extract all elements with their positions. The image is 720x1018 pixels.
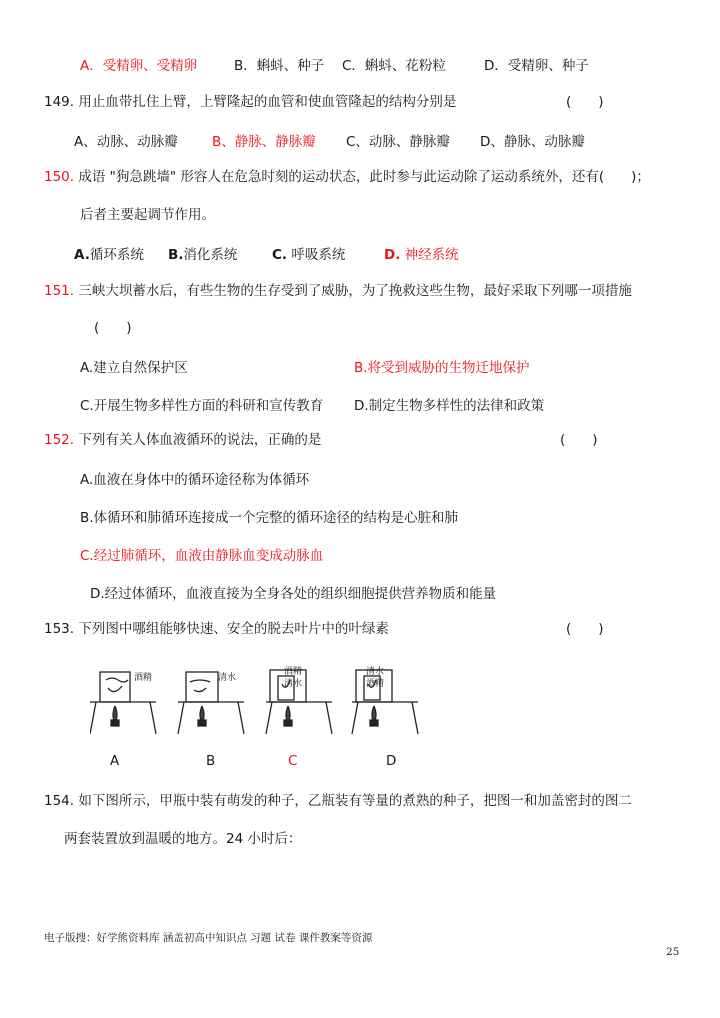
q150-option-d: D. 神经系统 — [384, 247, 459, 263]
q153-label-c: C — [288, 753, 298, 769]
fig-d-label1: 清水 — [366, 667, 385, 677]
fig-a-label: 酒精 — [134, 673, 153, 683]
q151-option-d: D.制定生物多样性的法律和政策 — [354, 398, 545, 414]
q153-stem: 153. 下列图中哪组能够快速、安全的脱去叶片中的叶绿素 — [44, 621, 389, 637]
q151-option-a: A.建立自然保护区 — [80, 360, 188, 376]
q150-option-c: C. 呼吸系统 — [272, 247, 346, 263]
q152-option-a: A.血液在身体中的循环途径称为体循环 — [80, 472, 310, 488]
q150-option-a: A.循环系统 — [74, 247, 144, 263]
q152-option-d: D.经过体循环，血液直接为全身各处的组织细胞提供营养物质和能量 — [90, 586, 497, 602]
q151-option-c: C.开展生物多样性方面的科研和宣传教育 — [80, 398, 324, 414]
q153-bracket: ( ) — [566, 621, 604, 637]
q152-option-b: B.体循环和肺循环连接成一个完整的循环途径的结构是心脏和肺 — [80, 510, 459, 526]
q151-line1 — [44, 281, 632, 301]
q148-option-a: A．受精卵、受精卵 — [80, 58, 198, 74]
q153-label-d: D — [386, 753, 397, 769]
q148-option-d: D．受精卵、种子 — [484, 58, 589, 74]
q151-bracket: ( ) — [94, 320, 132, 336]
q153-label-a: A — [110, 753, 120, 769]
q151-number: 151. — [44, 283, 75, 299]
q151-stem1: 三峡大坝蓄水后，有些生物的生存受到了威胁，为了挽救这些生物，最好采取下列哪一项措施 — [78, 283, 632, 299]
q152-bracket: ( ) — [560, 432, 598, 448]
fig-c-label1: 酒精 — [284, 667, 303, 677]
q152-line1 — [44, 430, 321, 450]
q149-option-d: D、静脉、动脉瓣 — [480, 134, 585, 150]
q149-bracket: ( ) — [566, 94, 604, 110]
q150-stem1: 成语 "狗急跳墙" 形容人在危急时刻的运动状态，此时参与此运动除了运动系统外，还有( )； — [78, 169, 650, 185]
fig-b-label: 清水 — [218, 673, 237, 683]
fig-d-label2: 酒精 — [366, 679, 385, 689]
q150-number: 150. — [44, 169, 75, 185]
setup-d-illustration — [352, 670, 418, 734]
q153-label-b: B — [206, 753, 216, 769]
q152-stem: 下列有关人体血液循环的说法，正确的是 — [78, 432, 322, 448]
q152-number: 152. — [44, 432, 75, 448]
q149-option-c: C、动脉、静脉瓣 — [346, 134, 450, 150]
q150-line1 — [44, 167, 650, 187]
q148-option-b: B．蝌蚪、种子 — [234, 58, 325, 74]
q154-stem1: 154. 如下图所示，甲瓶中装有萌发的种子，乙瓶装有等量的煮熟的种子，把图一和加盖密封的图二 — [44, 793, 632, 809]
q148-option-c: C．蝌蚪、花粉粒 — [342, 58, 446, 74]
fig-c-label2: 清水 — [284, 679, 303, 689]
q150-stem2: 后者主要起调节作用。 — [80, 207, 215, 223]
q151-option-b: B.将受到威胁的生物迁地保护 — [354, 360, 530, 376]
footer-text: 电子版搜：好学熊资料库 涵盖初高中知识点 习题 试卷 课件教案等资源 — [44, 932, 373, 944]
q149-option-a: A、动脉、动脉瓣 — [74, 134, 178, 150]
q152-option-c: C.经过肺循环，血液由静脉血变成动脉血 — [80, 548, 324, 564]
page-number: 25 — [666, 946, 680, 958]
q149-option-b: B、静脉、静脉瓣 — [212, 134, 316, 150]
q150-option-b: B.消化系统 — [168, 247, 238, 263]
q154-stem2: 两套装置放到温暖的地方。24 小时后： — [64, 831, 302, 847]
q149-stem: 149. 用止血带扎住上臂，上臂隆起的血管和使血管隆起的结构分别是 — [44, 94, 457, 110]
